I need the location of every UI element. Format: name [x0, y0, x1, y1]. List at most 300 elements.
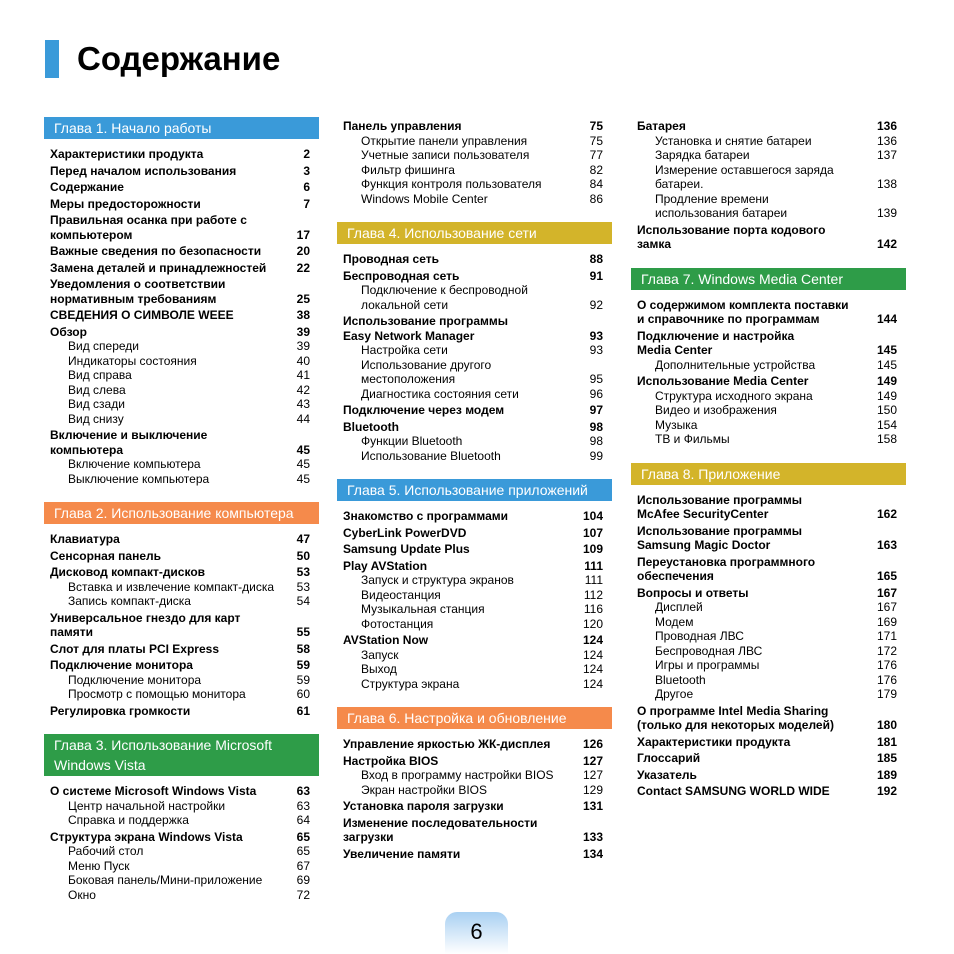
entry-title: Play AVStation: [343, 558, 428, 573]
entry-title: Беспроводная сеть: [343, 268, 460, 283]
toc-subentry[interactable]: [343, 662, 603, 677]
chapter-header[interactable]: Глава 5. Использование приложений: [337, 479, 612, 501]
entry-title: Использование Bluetooth: [361, 448, 501, 463]
entry-title: Индикаторы состояния: [68, 353, 197, 368]
entry-title: Правильная осанка при работе с компьютером: [50, 213, 247, 242]
toc-entry[interactable]: [50, 658, 310, 673]
entry-title: Справка и поддержка: [68, 813, 189, 827]
entry-title: Запись компакт-диска: [68, 594, 191, 608]
toc-subentry[interactable]: [343, 343, 603, 358]
entry-title: Изменение последовательности загрузки: [343, 815, 538, 844]
entry-title: Структура экрана Windows Vista: [50, 829, 243, 844]
entry-title: Использование Media Center: [637, 374, 809, 388]
toc-subentry[interactable]: [50, 873, 310, 888]
toc-entry[interactable]: [343, 847, 603, 862]
toc-entry[interactable]: [50, 704, 310, 719]
entry-page-number: 75: [589, 119, 603, 133]
toc-subentry[interactable]: [343, 434, 603, 449]
entry-title: Уведомления о соответствии нормативным требованиям: [50, 277, 226, 306]
entry-page-number: 96: [589, 386, 603, 401]
page-title: Содержание: [77, 40, 281, 77]
entry-page-number: 69: [296, 873, 310, 887]
toc-entry[interactable]: [637, 493, 897, 522]
entry-page-number: 139: [876, 206, 897, 220]
toc-entry[interactable]: [637, 374, 897, 389]
toc-entry[interactable]: [50, 213, 310, 242]
title-accent-bar: [45, 40, 59, 78]
entry-title: Дисковод компакт-дисков: [50, 565, 206, 579]
toc-entry[interactable]: [50, 164, 310, 179]
entry-title: Фотостанция: [361, 616, 434, 631]
entry-title: Фильтр фишинга: [361, 162, 455, 177]
entry-title: О системе Microsoft Windows Vista: [50, 784, 257, 798]
entry-page-number: 63: [296, 784, 310, 798]
chapter-header[interactable]: Глава 6. Настройка и обновление: [337, 707, 612, 729]
entry-page-number: 63: [296, 798, 310, 813]
entry-title: Samsung Update Plus: [343, 542, 470, 556]
entry-title: ТВ и Фильмы: [655, 432, 730, 446]
entry-page-number: 99: [589, 448, 603, 463]
toc-entry[interactable]: [343, 542, 603, 557]
entry-title: Запуск: [361, 647, 399, 662]
entry-page-number: 127: [582, 768, 603, 782]
entry-title: Вид справа: [68, 368, 132, 382]
toc-entry[interactable]: [50, 325, 310, 340]
entry-title: Выход: [361, 662, 397, 676]
toc-subentry[interactable]: [50, 813, 310, 828]
entry-page-number: 60: [296, 687, 310, 701]
entry-page-number: 43: [296, 397, 310, 411]
chapter-header[interactable]: Глава 1. Начало работы: [44, 117, 319, 139]
entry-title: Вид снизу: [68, 411, 124, 426]
toc-subentry[interactable]: [637, 600, 897, 615]
toc-subentry[interactable]: [343, 768, 603, 783]
toc-subentry[interactable]: [343, 192, 603, 207]
toc-entry[interactable]: [50, 784, 310, 799]
entry-page-number: 61: [296, 703, 310, 718]
entry-title: Регулировка громкости: [50, 703, 191, 718]
chapter-header[interactable]: Глава 4. Использование сети: [337, 222, 612, 244]
entry-title: Подключение через модем: [343, 403, 505, 417]
entry-title: Центр начальной настройки: [68, 798, 226, 813]
entry-title: Музыка: [655, 417, 698, 432]
entry-title: Сенсорная панель: [50, 548, 162, 563]
toc-entry[interactable]: [637, 735, 897, 750]
toc-subentry[interactable]: [637, 358, 897, 373]
entry-title: Структура исходного экрана: [655, 388, 813, 403]
entry-page-number: 189: [876, 767, 897, 782]
toc-entry[interactable]: [343, 420, 603, 435]
entry-page-number: 42: [296, 382, 310, 397]
toc-subentry[interactable]: [343, 387, 603, 402]
entry-page-number: 25: [296, 291, 310, 306]
entry-title: Функция контроля пользователя: [361, 177, 542, 191]
toc-subentry[interactable]: [343, 163, 603, 178]
entry-page-number: 53: [296, 565, 310, 579]
entry-title: Глоссарий: [637, 751, 701, 765]
entry-page-number: 65: [296, 829, 310, 844]
entry-title: Использование порта кодового замка: [637, 222, 826, 251]
toc-subentry[interactable]: [343, 677, 603, 692]
toc-subentry[interactable]: [50, 687, 310, 702]
entry-page-number: 150: [876, 403, 897, 417]
entry-page-number: 136: [876, 133, 897, 148]
entry-page-number: 172: [876, 643, 897, 658]
toc-entry[interactable]: [343, 119, 603, 134]
toc-entry[interactable]: [343, 816, 603, 845]
entry-page-number: 97: [589, 403, 603, 417]
entry-page-number: 111: [584, 573, 603, 587]
toc-subentry[interactable]: [637, 389, 897, 404]
entry-page-number: 45: [296, 457, 310, 471]
entry-title: Окно: [68, 887, 96, 902]
entry-title: Боковая панель/Мини-приложение: [68, 873, 263, 887]
toc-subentry[interactable]: [343, 617, 603, 632]
entry-title: Слот для платы PCI Express: [50, 641, 219, 656]
toc-entry[interactable]: [50, 244, 310, 259]
toc-entry[interactable]: [50, 277, 310, 306]
toc-subentry[interactable]: [50, 844, 310, 859]
entry-page-number: 136: [876, 119, 897, 133]
entry-page-number: 93: [589, 343, 603, 357]
entry-title: Переустановка программного обеспечения: [637, 554, 816, 583]
entry-page-number: 98: [589, 434, 603, 448]
entry-page-number: 120: [582, 616, 603, 631]
entry-title: Настройка сети: [361, 343, 448, 357]
toc-entry[interactable]: [343, 737, 603, 752]
toc-column-2: [343, 119, 603, 861]
entry-title: Содержание: [50, 180, 124, 194]
chapter-header[interactable]: Глава 3. Использование Microsoft Windows Vista: [44, 734, 319, 776]
entry-page-number: 59: [296, 658, 310, 672]
entry-title: Вставка и извлечение компакт-диска: [68, 579, 275, 594]
toc-entry[interactable]: [50, 549, 310, 564]
entry-page-number: 149: [876, 388, 897, 403]
entry-title: Универсальное гнездо для карт памяти: [50, 610, 241, 639]
entry-page-number: 65: [296, 844, 310, 858]
toc-entry[interactable]: [637, 784, 897, 799]
entry-page-number: 45: [296, 442, 310, 457]
entry-title: О содержимом комплекта поставки и справочнике по программам: [637, 297, 849, 326]
toc-subentry[interactable]: [343, 358, 603, 387]
chapter-header[interactable]: Глава 2. Использование компьютера: [44, 502, 319, 524]
toc-subentry[interactable]: [50, 594, 310, 609]
toc-subentry[interactable]: [343, 148, 603, 163]
entry-page-number: 39: [296, 339, 310, 353]
toc-subentry[interactable]: [637, 673, 897, 688]
entry-page-number: 86: [589, 191, 603, 206]
entry-page-number: 38: [296, 308, 310, 322]
entry-page-number: 17: [296, 227, 310, 242]
entry-title: Увеличение памяти: [343, 846, 461, 861]
entry-page-number: 67: [296, 858, 310, 873]
entry-title: Указатель: [637, 767, 697, 782]
entry-page-number: 124: [582, 662, 603, 676]
entry-title: Запуск и структура экранов: [361, 573, 514, 587]
entry-title: Вход в программу настройки BIOS: [361, 768, 554, 782]
entry-title: Вид спереди: [68, 339, 140, 353]
entry-page-number: 77: [589, 148, 603, 162]
entry-title: Замена деталей и принадлежностей: [50, 260, 267, 275]
toc-subentry[interactable]: [637, 418, 897, 433]
entry-page-number: 124: [582, 647, 603, 662]
toc-subentry[interactable]: [637, 148, 897, 163]
toc-subentry[interactable]: [637, 644, 897, 659]
entry-page-number: 154: [876, 417, 897, 432]
entry-page-number: 179: [876, 687, 897, 701]
toc-subentry[interactable]: [343, 602, 603, 617]
entry-title: Дополнительные устройства: [655, 357, 816, 372]
toc-subentry[interactable]: [50, 397, 310, 412]
toc-entry[interactable]: [637, 329, 897, 358]
entry-title: Важные сведения по безопасности: [50, 244, 262, 258]
toc-subentry[interactable]: [50, 673, 310, 688]
entry-title: Видео и изображения: [655, 403, 777, 417]
toc-subentry[interactable]: [50, 354, 310, 369]
entry-page-number: 138: [876, 177, 897, 191]
entry-title: Функции Bluetooth: [361, 434, 463, 448]
entry-title: Рабочий стол: [68, 844, 144, 858]
toc-subentry[interactable]: [343, 134, 603, 149]
entry-page-number: 192: [876, 784, 897, 798]
toc-subentry[interactable]: [637, 629, 897, 644]
entry-title: Перед началом использования: [50, 163, 237, 178]
toc-entry[interactable]: [637, 298, 897, 327]
entry-title: AVStation Now: [343, 633, 429, 647]
entry-page-number: 112: [583, 587, 603, 602]
toc-entry[interactable]: [50, 308, 310, 323]
entry-page-number: 149: [876, 374, 897, 388]
entry-title: Измерение оставшегося заряда батареи.: [655, 162, 834, 191]
entry-page-number: 142: [876, 237, 897, 251]
entry-page-number: 6: [303, 180, 310, 194]
toc-entry[interactable]: [637, 119, 897, 134]
entry-title: Дисплей: [655, 600, 703, 614]
entry-title: Использование программы McAfee SecurityCenter: [637, 492, 803, 521]
toc-subentry[interactable]: [343, 449, 603, 464]
toc-entry[interactable]: [343, 799, 603, 814]
entry-page-number: 167: [876, 600, 897, 614]
toc-entry[interactable]: [637, 223, 897, 252]
entry-title: СВЕДЕНИЯ О СИМВОЛЕ WEEE: [50, 308, 234, 322]
entry-page-number: 82: [589, 162, 603, 177]
toc-entry[interactable]: [50, 830, 310, 845]
toc-subentry[interactable]: [637, 615, 897, 630]
entry-page-number: 50: [296, 548, 310, 563]
entry-page-number: 176: [876, 658, 897, 672]
toc-entry[interactable]: [50, 147, 310, 162]
toc-subentry[interactable]: [637, 192, 897, 221]
entry-title: Подключение монитора: [68, 672, 202, 687]
entry-page-number: 40: [296, 353, 310, 368]
entry-title: Установка и снятие батареи: [655, 133, 812, 148]
entry-page-number: 129: [582, 782, 603, 797]
toc-subentry[interactable]: [343, 783, 603, 798]
toc-entry[interactable]: [50, 180, 310, 195]
entry-title: Использование другого местоположения: [361, 357, 492, 386]
entry-title: Меню Пуск: [68, 858, 130, 873]
toc-subentry[interactable]: [637, 432, 897, 447]
entry-page-number: 91: [589, 268, 603, 283]
entry-title: Другое: [655, 687, 694, 701]
toc-subentry[interactable]: [343, 573, 603, 588]
toc-subentry[interactable]: [50, 799, 310, 814]
toc-subentry[interactable]: [50, 888, 310, 903]
toc-entry[interactable]: [343, 403, 603, 418]
toc-subentry[interactable]: [50, 472, 310, 487]
toc-entry[interactable]: [637, 586, 897, 601]
entry-title: Видеостанция: [361, 587, 441, 602]
toc-entry[interactable]: [637, 704, 897, 733]
toc-subentry[interactable]: [50, 859, 310, 874]
entry-page-number: 88: [589, 252, 603, 266]
entry-page-number: 169: [876, 614, 897, 629]
toc-subentry[interactable]: [343, 283, 603, 312]
entry-page-number: 181: [876, 734, 897, 749]
entry-title: Клавиатура: [50, 532, 120, 546]
toc-entry[interactable]: [637, 751, 897, 766]
entry-title: Проводная ЛВС: [655, 629, 744, 643]
entry-title: Зарядка батареи: [655, 148, 750, 162]
entry-page-number: 109: [582, 542, 603, 556]
toc-subentry[interactable]: [343, 588, 603, 603]
entry-page-number: 145: [876, 357, 897, 372]
entry-title: Характеристики продукта: [50, 147, 204, 161]
toc-entry[interactable]: [343, 526, 603, 541]
entry-page-number: 93: [589, 328, 603, 343]
entry-page-number: 75: [589, 133, 603, 148]
entry-title: Включение и выключение компьютера: [50, 428, 208, 457]
entry-page-number: 44: [296, 411, 310, 426]
entry-title: Структура экрана: [361, 676, 460, 691]
toc-subentry[interactable]: [50, 412, 310, 427]
toc-subentry[interactable]: [637, 134, 897, 149]
toc-entry[interactable]: [50, 428, 310, 457]
entry-title: Выключение компьютера: [68, 471, 210, 486]
entry-title: Открытие панели управления: [361, 133, 528, 148]
toc-subentry[interactable]: [50, 457, 310, 472]
entry-page-number: 131: [582, 799, 603, 813]
entry-title: Знакомство с программами: [343, 509, 509, 523]
entry-title: CyberLink PowerDVD: [343, 525, 467, 540]
entry-title: Модем: [655, 614, 694, 629]
entry-page-number: 41: [296, 368, 310, 382]
entry-page-number: 104: [582, 509, 603, 523]
entry-page-number: 165: [876, 569, 897, 583]
toc-subentry[interactable]: [343, 648, 603, 663]
entry-title: Подключение монитора: [50, 658, 193, 672]
toc-subentry[interactable]: [637, 403, 897, 418]
entry-page-number: 92: [589, 297, 603, 312]
entry-page-number: 162: [876, 507, 897, 521]
entry-page-number: 59: [296, 672, 310, 687]
entry-title: Windows Mobile Center: [361, 191, 488, 206]
entry-title: Использование программы Samsung Magic Doctor: [637, 523, 803, 552]
entry-page-number: 171: [876, 629, 897, 643]
entry-title: Использование программы Easy Network Manager: [343, 314, 509, 343]
toc-subentry[interactable]: [50, 383, 310, 398]
entry-page-number: 163: [876, 538, 897, 552]
toc-entry[interactable]: [50, 197, 310, 212]
entry-page-number: 124: [582, 633, 603, 647]
entry-page-number: 111: [584, 558, 603, 573]
entry-page-number: 167: [876, 585, 897, 600]
toc-entry[interactable]: [637, 768, 897, 783]
entry-page-number: 137: [876, 148, 897, 162]
entry-page-number: 45: [296, 471, 310, 486]
page-number: 6: [445, 912, 508, 954]
toc-subentry[interactable]: [637, 163, 897, 192]
entry-title: Музыкальная станция: [361, 602, 485, 616]
entry-page-number: 180: [876, 718, 897, 732]
entry-title: Обзор: [50, 324, 87, 339]
entry-page-number: 145: [876, 343, 897, 357]
chapter-header[interactable]: Глава 8. Приложение: [631, 463, 906, 485]
entry-title: Беспроводная ЛВС: [655, 643, 763, 658]
toc-entry[interactable]: [343, 559, 603, 574]
entry-title: О программе Intel Media Sharing (только для некоторых моделей): [637, 703, 834, 732]
toc-subentry[interactable]: [50, 368, 310, 383]
toc-subentry[interactable]: [637, 658, 897, 673]
entry-page-number: 158: [876, 432, 897, 446]
entry-title: Bluetooth: [655, 672, 706, 687]
toc-subentry[interactable]: [343, 177, 603, 192]
entry-page-number: 95: [589, 372, 603, 386]
entry-title: Продление времени использования батареи: [655, 191, 788, 220]
toc-entry[interactable]: [343, 314, 603, 343]
entry-title: Просмотр с помощью монитора: [68, 687, 246, 701]
chapter-header[interactable]: Глава 7. Windows Media Center: [631, 268, 906, 290]
entry-title: Управление яркостью ЖК-дисплея: [343, 737, 551, 751]
entry-title: Меры предосторожности: [50, 196, 201, 211]
entry-page-number: 133: [582, 830, 603, 844]
toc-entry[interactable]: [50, 642, 310, 657]
entry-page-number: 84: [589, 177, 603, 191]
toc-column-1: [50, 117, 310, 902]
entry-page-number: 127: [582, 753, 603, 768]
toc-entry[interactable]: [50, 261, 310, 276]
toc-entry[interactable]: [50, 611, 310, 640]
entry-page-number: 3: [303, 163, 310, 178]
toc-entry[interactable]: [343, 252, 603, 267]
toc-subentry[interactable]: [50, 580, 310, 595]
entry-title: Вопросы и ответы: [637, 585, 749, 600]
entry-page-number: 126: [582, 737, 603, 751]
toc-entry[interactable]: [343, 633, 603, 648]
toc-entry[interactable]: [50, 532, 310, 547]
toc-entry[interactable]: [637, 524, 897, 553]
entry-page-number: 144: [876, 312, 897, 326]
entry-title: Включение компьютера: [68, 457, 201, 471]
toc-entry[interactable]: [343, 509, 603, 524]
entry-page-number: 116: [583, 602, 603, 616]
entry-page-number: 176: [876, 672, 897, 687]
entry-page-number: 72: [296, 887, 310, 902]
entry-page-number: 98: [589, 419, 603, 434]
entry-page-number: 55: [296, 625, 310, 639]
toc-column-3: [637, 119, 897, 799]
toc-entry[interactable]: [343, 269, 603, 284]
toc-entry[interactable]: [50, 565, 310, 580]
toc-subentry[interactable]: [50, 339, 310, 354]
toc-entry[interactable]: [637, 555, 897, 584]
entry-title: Батарея: [637, 119, 686, 133]
entry-title: Настройка BIOS: [343, 753, 439, 768]
entry-title: Игры и программы: [655, 658, 760, 672]
toc-subentry[interactable]: [637, 687, 897, 702]
toc-entry[interactable]: [343, 754, 603, 769]
entry-page-number: 20: [296, 244, 310, 258]
